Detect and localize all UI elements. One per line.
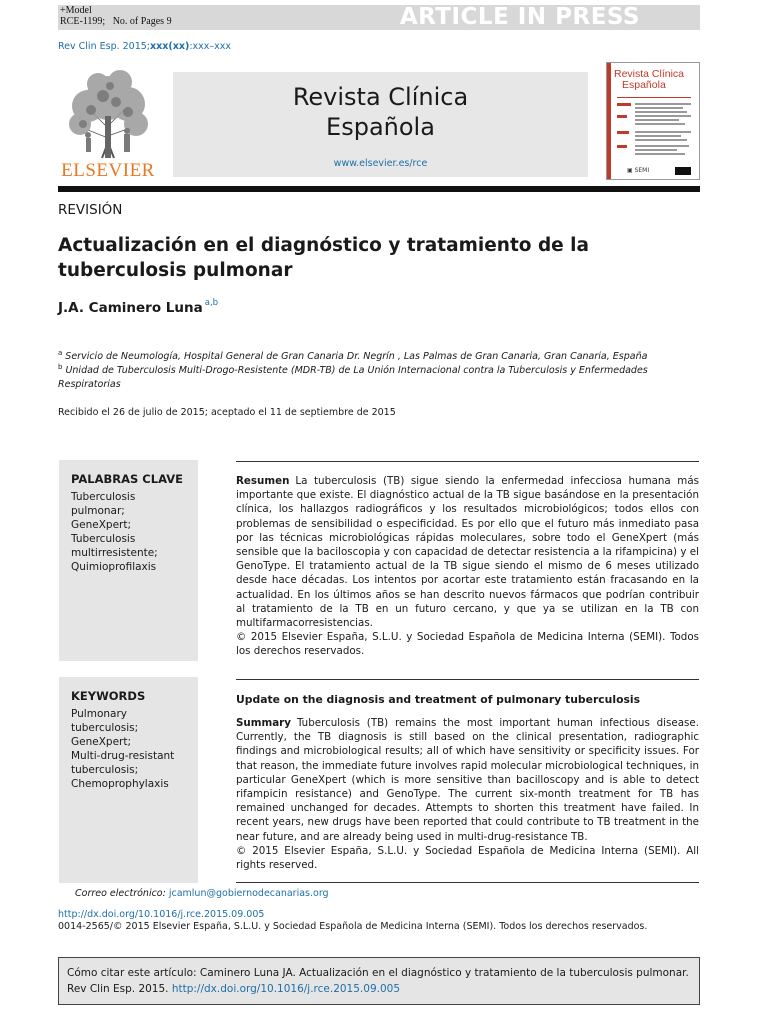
keywords-es-heading: PALABRAS CLAVE xyxy=(71,472,183,486)
keyword-item: Pulmonary xyxy=(71,708,127,720)
journal-citation[interactable]: Rev Clin Esp. 2015;xxx(xx):xxx–xxx xyxy=(58,41,232,52)
abstract-en-rule-bottom xyxy=(236,882,699,883)
affiliation-b: $^b$ Unidad de Tuberculosis Multi-Drogo-Resistente (MDR-TB) de La Unión Internacional contra la Tuberculosis y Enfermedades Respiratorias xyxy=(58,363,648,391)
abstract-en-copyright: © 2015 Elsevier España, S.L.U. y Sociedad Española de Medicina Interna (SEMI). All rights reserved. xyxy=(236,844,699,872)
keyword-item: Quimioprofilaxis xyxy=(71,561,157,573)
keyword-item: GeneXpert; xyxy=(71,736,132,748)
correspondence-email: Correo electrónico: jcamlun@gobiernodecanarias.org xyxy=(75,888,329,899)
keywords-es-panel xyxy=(59,460,198,661)
section-label: REVISIÓN xyxy=(58,202,123,218)
issn-copyright: 0014-2565/© 2015 Elsevier España, S.L.U. y Sociedad Española de Medicina Interna (SEMI). Todos los derechos reservados. xyxy=(58,921,648,932)
how-to-cite-text: Cómo citar este artículo: Caminero Luna JA. Actualización en el diagnóstico y tratamiento de la tuberculosis pulmonar. Rev Clin Esp. 2015. http://dx.doi.org/10.1016/j.rce.2015.09.005 xyxy=(67,967,689,995)
keywords-en-heading: KEYWORDS xyxy=(71,689,146,703)
ref-code: RCE-1199; xyxy=(60,16,106,27)
keyword-item: Tuberculosis xyxy=(71,533,136,545)
article-in-press-banner: ARTICLE IN PRESS xyxy=(399,4,640,30)
abstract-es xyxy=(236,474,699,659)
cover-title: Revista Clínica Española xyxy=(614,68,685,91)
abstract-en-label: Summary xyxy=(236,717,291,729)
header-rule xyxy=(58,186,700,192)
cover-barcode xyxy=(675,167,691,175)
semi-logo: ▣ SEMI xyxy=(627,167,650,174)
email-link[interactable]: jcamlun@gobiernodecanarias.org xyxy=(168,888,329,899)
model-tag: +Model xyxy=(60,5,92,16)
received-dates: Recibido el 26 de julio de 2015; aceptado el 11 de septiembre de 2015 xyxy=(58,407,396,418)
abstract-en-rule-top xyxy=(236,679,699,680)
keywords-en-panel xyxy=(59,677,198,883)
journal-url-link[interactable]: www.elsevier.es/rce xyxy=(333,158,428,169)
keyword-item: tuberculosis; xyxy=(71,764,139,776)
abstract-en-title: Update on the diagnosis and treatment of pulmonary tuberculosis xyxy=(236,693,641,706)
doi-link[interactable]: http://dx.doi.org/10.1016/j.rce.2015.09.005 xyxy=(58,909,265,920)
affiliation-a: $^a$ Servicio de Neumología, Hospital General de Gran Canaria Dr. Negrín , Las Palmas de Gran Canaria, Gran Canaria, España xyxy=(58,349,648,363)
author-name: J.A. Caminero Luna $^{a,b}$ xyxy=(58,298,219,316)
keyword-item: Multi-drug-resistant xyxy=(71,750,175,762)
abstract-es-copyright: © 2015 Elsevier España, S.L.U. y Sociedad Española de Medicina Interna (SEMI). Todos los derechos reservados. xyxy=(236,631,699,658)
abstract-es-label: Resumen xyxy=(236,475,290,487)
keyword-item: GeneXpert; xyxy=(71,519,132,531)
abstract-es-rule xyxy=(236,461,699,462)
abstract-es-body: La tuberculosis (TB) sigue siendo la enfermedad infecciosa humana más importante que existe. El diagnóstico actual de la TB sigue basándose en la presentación clínica, los hallazgos radiográficos y los resultados microbiológicos; todos ellos con problemas de sensibilidad o especificidad. Es por ello que el futuro más inmediato pasa por las técnicas microbiológicas rápidas moleculares, sobre todo el GeneXpert (más sensible que la baciloscopia y con capacidad de detectar resistencia a la rifampicina) y el GenoType. El tratamiento actual de la TB sigue siendo el mismo de 6 meses utilizado desde hace décadas. Los intentos por acortar este tratamiento están fracasando en la actualidad. En los últimos años se han descrito nuevos fármacos que podrían contribuir al tratamiento de la TB en un futuro cercano, y que ya se utilizan en la TB con multifarmacorresistencias. xyxy=(236,475,699,630)
abstract-en xyxy=(236,716,699,872)
keyword-item: Tuberculosis xyxy=(71,491,136,503)
pages-label: No. of Pages 9 xyxy=(112,16,172,27)
keyword-item: tuberculosis; xyxy=(71,722,139,734)
cover-contents-lines xyxy=(617,101,693,163)
author-affiliation-marks[interactable]: a,b xyxy=(204,298,219,308)
keyword-item: multirresistente; xyxy=(71,547,158,559)
keyword-item: Chemoprophylaxis xyxy=(71,778,169,790)
cite-doi-link[interactable]: http://dx.doi.org/10.1016/j.rce.2015.09.005 xyxy=(171,983,400,995)
keyword-item: pulmonar; xyxy=(71,505,125,517)
elsevier-wordmark: ELSEVIER xyxy=(61,160,155,181)
abstract-en-body: Tuberculosis (TB) remains the most important human infectious disease. Currently, the TB diagnosis is still based on the clinical presentation, radiographic findings and microbiological results; all of which have sensitivity or specificity issues. For that reason, the immediate future involves rapid molecular microbiological techniques, in particular GeneXpert (which is more sensitive than bacilloscopy and is able to detect rifampicin resistance) and GenoType. The current six-month treatment for TB has remained unchanged for decades. Attempts to shorten this treatment have failed. In recent years, new drugs have been reported that could contribute to TB treatment in the near future, and are already being used in multi-drug-resistance TB. xyxy=(236,717,699,843)
journal-title: Revista Clínica Española xyxy=(292,83,469,141)
article-title: Actualización en el diagnóstico y tratamiento de la tuberculosis pulmonar xyxy=(58,235,589,281)
journal-cover-thumbnail xyxy=(606,62,700,180)
